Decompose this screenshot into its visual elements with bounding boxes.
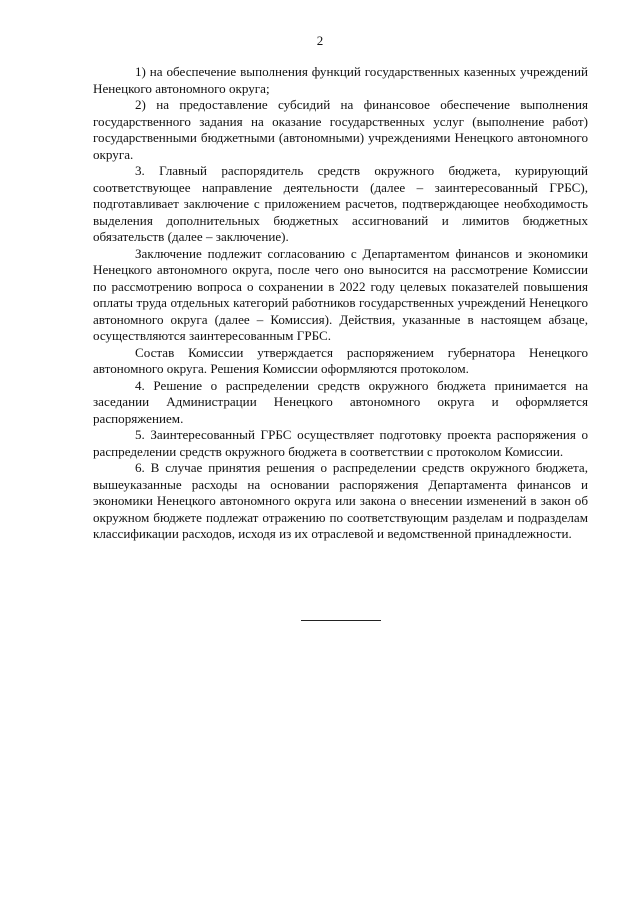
paragraph-clause-3: 3. Главный распорядитель средств окружного бюджета, курирующий соответствующее направление деятельности (далее – заинтересованный ГРБС), подготавливает заключение с приложением расчетов, подтверждающее необходимость выделения дополнительных бюджетных ассигнований и лимитов бюджетных обязательств (далее – заключение). [93, 163, 588, 244]
paragraph-commission: Состав Комиссии утверждается распоряжением губернатора Ненецкого автономного округа. Решения Комиссии оформляются протоколом. [93, 344, 588, 376]
end-separator-line [301, 620, 381, 621]
paragraph-clause-6: 6. В случае принятия решения о распределении средств окружного бюджета, вышеуказанные расходы на основании распоряжения Департамента финансов и экономики Ненецкого автономного округа или закона о внесении изменений в закон об окружном бюджете подлежат отражению по соответствующим разделам и подразделам классификации расходов, исходя из их отраслевой и ведомственной принадлежности. [93, 460, 588, 541]
page-number: 2 [316, 33, 324, 48]
paragraph-item-2: 2) на предоставление субсидий на финансовое обеспечение выполнения государственного задания на оказание государственных услуг (выполнение работ) государственными бюджетными (автономными) учреждениями Ненецкого автономного округа. [93, 97, 588, 162]
paragraph-approval: Заключение подлежит согласованию с Департаментом финансов и экономики Ненецкого автономного округа, после чего оно выносится на рассмотрение Комиссии по рассмотрению вопроса о сохранении в 2022 году целевых показателей повышения оплаты труда отдельных категорий работников государственных учреждений Ненецкого автономного округа (далее – Комиссия). Действия, указанные в настоящем абзаце, осуществляются заинтересованным ГРБС. [93, 245, 588, 343]
paragraph-clause-4: 4. Решение о распределении средств окружного бюджета принимается на заседании Администрации Ненецкого автономного округа и оформляется распоряжением. [93, 377, 588, 426]
paragraph-item-1: 1) на обеспечение выполнения функций государственных казенных учреждений Ненецкого автономного округа; [93, 64, 588, 96]
document-body [93, 64, 588, 543]
paragraph-clause-5: 5. Заинтересованный ГРБС осуществляет подготовку проекта распоряжения о распределении средств окружного бюджета в соответствии с протоколом Комиссии. [93, 427, 588, 459]
